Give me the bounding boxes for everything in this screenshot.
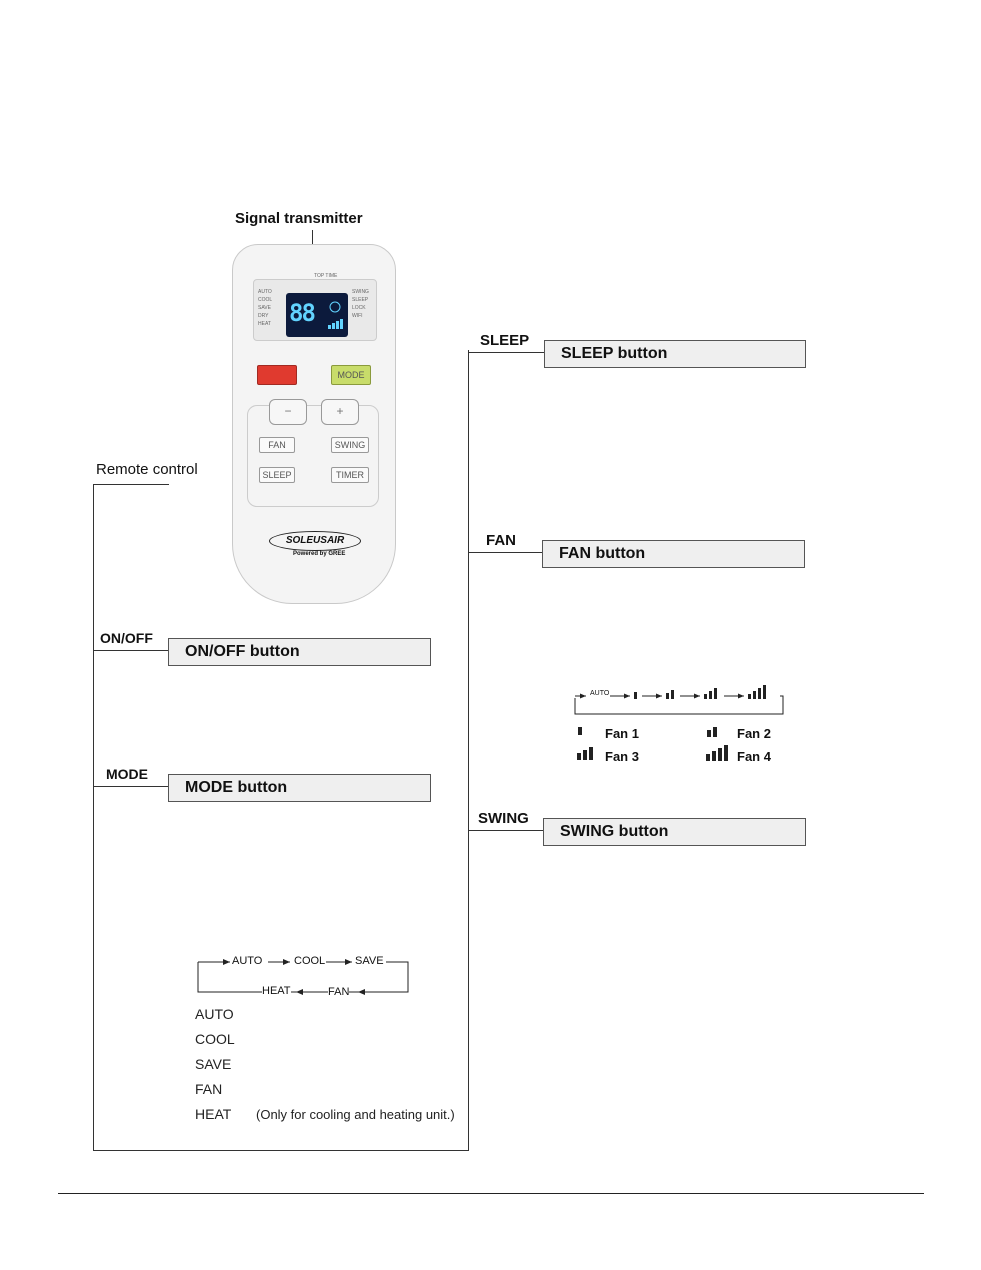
remote-control-underline: [93, 484, 169, 485]
cycle-heat: HEAT: [262, 985, 291, 997]
swing-leader: [468, 830, 544, 831]
heat-note: (Only for cooling and heating unit.): [256, 1107, 455, 1122]
fan1-bars-icon: [577, 726, 587, 738]
lcd-right-modes: SWING SLEEP LOCK WIFI: [352, 289, 369, 319]
fan4-bars-icon: [705, 745, 733, 763]
fan-cycle-auto: AUTO: [590, 690, 610, 697]
lcd-top-text: TOP TIME: [314, 273, 338, 279]
cycle-save: SAVE: [355, 955, 384, 967]
fan-legend-item: Fan 1: [605, 726, 639, 741]
sleep-leader: [468, 352, 544, 353]
right-bracket: [468, 350, 469, 1150]
lcd-bezel: [253, 273, 377, 341]
remote-swing-button[interactable]: SWING: [331, 437, 369, 453]
mode-list-item: AUTO: [195, 1006, 234, 1022]
swing-label: SWING: [478, 810, 529, 827]
sleep-label: SLEEP: [480, 332, 530, 349]
swing-button-box: SWING button: [543, 818, 806, 846]
remote-plus-button[interactable]: +: [321, 399, 359, 425]
on-off-label: ON/OFF: [100, 630, 153, 646]
mode-list-item: HEAT: [195, 1106, 232, 1122]
mode-label: MODE: [106, 766, 148, 782]
mode-list-item: COOL: [195, 1031, 235, 1047]
left-bracket: [93, 484, 94, 1150]
remote-control-illustration: [232, 244, 396, 604]
remote-sleep-button[interactable]: SLEEP: [259, 467, 295, 483]
lcd-left-modes: AUTO COOL SAVE DRY HEAT: [258, 289, 273, 327]
fan3-bars-icon: [576, 746, 598, 762]
on-off-leader: [93, 650, 169, 651]
remote-timer-button[interactable]: TIMER: [331, 467, 369, 483]
left-bracket-bottom: [93, 1150, 469, 1151]
remote-on-off-button[interactable]: [257, 365, 297, 385]
mode-list-item: FAN: [195, 1081, 223, 1097]
powered-by-text: Powered by GREE: [293, 551, 346, 557]
fan-leader: [468, 552, 543, 553]
mode-leader: [93, 786, 169, 787]
remote-mode-button[interactable]: MODE: [331, 365, 371, 385]
mode-button-box: MODE button: [168, 774, 431, 802]
fan-button-box: FAN button: [542, 540, 805, 568]
fan2-bars-icon: [706, 726, 722, 738]
fan-label: FAN: [486, 532, 516, 549]
cycle-auto: AUTO: [232, 955, 263, 967]
remote-control-label: Remote control: [96, 461, 198, 478]
fan-legend-item: Fan 4: [737, 749, 771, 764]
remote-minus-button[interactable]: −: [269, 399, 307, 425]
signal-transmitter-label: Signal transmitter: [235, 210, 363, 227]
lcd-screen: [286, 293, 348, 337]
remote-button-cluster: [247, 405, 379, 507]
fan-legend-item: Fan 2: [737, 726, 771, 741]
lcd-fan-bars-icon: [326, 299, 346, 333]
on-off-button-box: ON/OFF button: [168, 638, 431, 666]
soleusair-logo: SOLEUSAIR: [269, 531, 361, 551]
cycle-fan: FAN: [328, 986, 350, 998]
remote-fan-button[interactable]: FAN: [259, 437, 295, 453]
footer-rule: [58, 1193, 924, 1194]
fan-legend-item: Fan 3: [605, 749, 639, 764]
cycle-cool: COOL: [294, 955, 326, 967]
lcd-digits: 88: [289, 299, 314, 327]
sleep-button-box: SLEEP button: [544, 340, 806, 368]
mode-list-item: SAVE: [195, 1056, 232, 1072]
